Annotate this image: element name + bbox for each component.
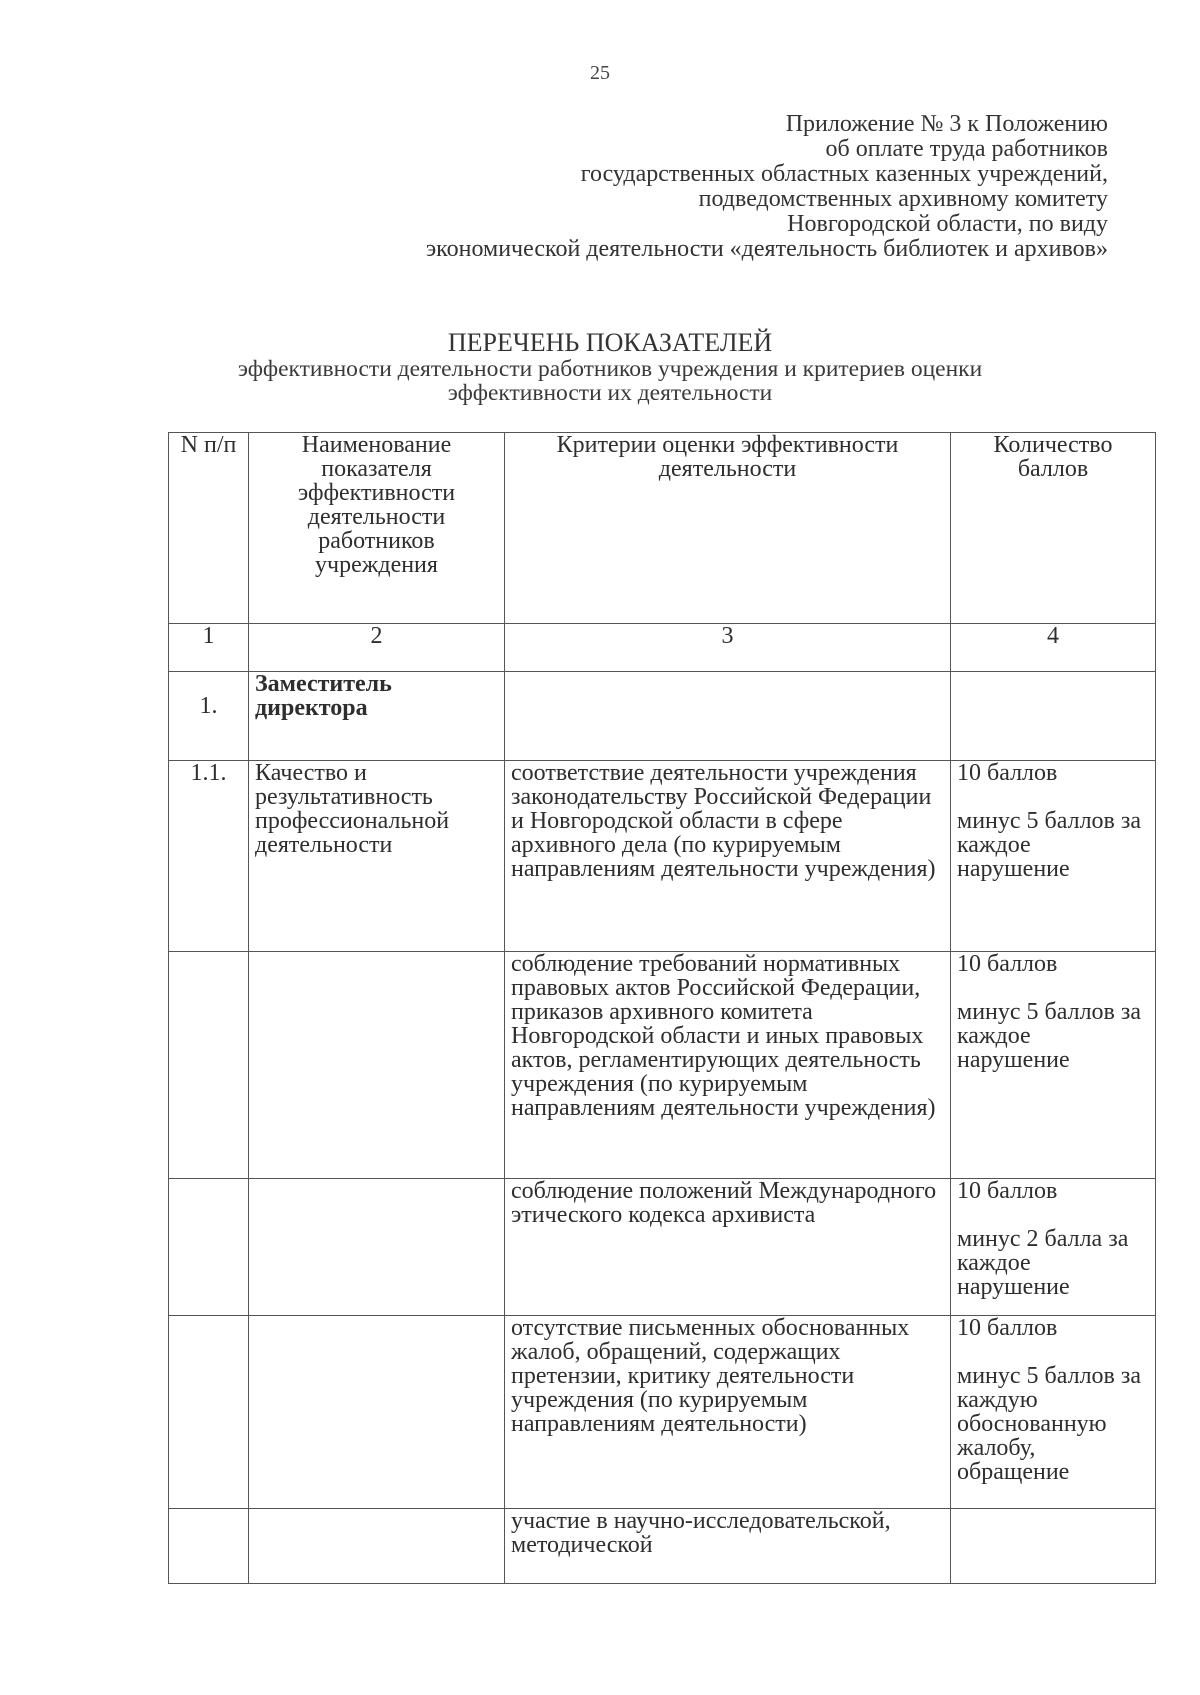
points-main: 10 баллов bbox=[957, 1178, 1058, 1204]
appendix-block bbox=[426, 112, 1108, 262]
page-number: 25 bbox=[590, 62, 610, 84]
column-number: 3 bbox=[505, 624, 951, 672]
row-points bbox=[951, 952, 1156, 1179]
table-row bbox=[169, 952, 1156, 1179]
row-points bbox=[951, 1179, 1156, 1316]
subtitle-line: эффективности деятельности работников учреждения и критериев оценки bbox=[237, 356, 983, 382]
row-criteria: участие в научно-исследовательской, методической bbox=[505, 1509, 951, 1584]
points-penalty: минус 2 балла за каждое нарушение bbox=[957, 1226, 1129, 1300]
empty-cell bbox=[505, 672, 951, 761]
document-subtitle bbox=[0, 357, 1200, 405]
row-num: 1.1. bbox=[169, 761, 249, 952]
row-points bbox=[951, 761, 1156, 952]
column-number: 1 bbox=[169, 624, 249, 672]
column-number: 4 bbox=[951, 624, 1156, 672]
row-criteria: соблюдение положений Международного этического кодекса архивиста bbox=[505, 1179, 951, 1316]
indicators-table bbox=[168, 432, 1156, 1584]
section-row bbox=[169, 672, 1156, 761]
empty-cell bbox=[951, 672, 1156, 761]
table-row bbox=[169, 1509, 1156, 1584]
row-num bbox=[169, 1509, 249, 1584]
points-penalty: минус 5 баллов за каждое нарушение bbox=[957, 999, 1142, 1073]
header-criteria: Критерии оценки эффективности деятельности bbox=[505, 433, 951, 624]
row-name bbox=[249, 1509, 505, 1584]
table-header-row bbox=[169, 433, 1156, 624]
appendix-line: об оплате труда работников bbox=[825, 136, 1108, 162]
header-num: N п/п bbox=[169, 433, 249, 624]
row-criteria: отсутствие письменных обоснованных жалоб, обращений, содержащих претензии, критику деятельности учреждения (по курируемым направлениям деятельности) bbox=[505, 1316, 951, 1509]
document-title: ПЕРЕЧЕНЬ ПОКАЗАТЕЛЕЙ bbox=[447, 328, 773, 357]
header-points: Количество баллов bbox=[951, 433, 1156, 624]
appendix-line: Приложение № 3 к Положению bbox=[785, 111, 1108, 137]
row-name bbox=[249, 1316, 505, 1509]
appendix-line: экономической деятельности «деятельность библиотек и архивов» bbox=[425, 236, 1108, 262]
row-points bbox=[951, 1509, 1156, 1584]
points-main: 10 баллов bbox=[957, 951, 1058, 977]
row-name: Качество и результативность профессиональной деятельности bbox=[249, 761, 505, 952]
row-criteria: соответствие деятельности учреждения законодательству Российской Федерации и Новгородской области в сфере архивного дела (по курируемым направлениям деятельности учреждения) bbox=[505, 761, 951, 952]
points-main: 10 баллов bbox=[957, 760, 1058, 786]
points-penalty: минус 5 баллов за каждое нарушение bbox=[957, 808, 1142, 882]
row-num bbox=[169, 1179, 249, 1316]
appendix-line: подведомственных архивному комитету bbox=[698, 186, 1108, 212]
row-name bbox=[249, 1179, 505, 1316]
subtitle-line: эффективности их деятельности bbox=[447, 380, 773, 406]
section-name: Заместитель директора bbox=[249, 672, 505, 761]
column-number: 2 bbox=[249, 624, 505, 672]
table-row bbox=[169, 1316, 1156, 1509]
appendix-line: Новгородской области, по виду bbox=[787, 211, 1108, 237]
table-row bbox=[169, 1179, 1156, 1316]
row-num bbox=[169, 952, 249, 1179]
row-points bbox=[951, 1316, 1156, 1509]
appendix-line: государственных областных казенных учреждений, bbox=[580, 161, 1108, 187]
header-name: Наименование показателя эффективности деятельности работников учреждения bbox=[249, 433, 505, 624]
row-criteria: соблюдение требований нормативных правовых актов Российской Федерации, приказов архивного комитета Новгородской области и иных правовых актов, регламентирующих деятельность учреждения (по курируемым направлениям деятельности учреждения) bbox=[505, 952, 951, 1179]
row-name bbox=[249, 952, 505, 1179]
row-num bbox=[169, 1316, 249, 1509]
points-penalty: минус 5 баллов за каждую обоснованную жалобу, обращение bbox=[957, 1363, 1142, 1485]
column-number-row bbox=[169, 624, 1156, 672]
points-main: 10 баллов bbox=[957, 1315, 1058, 1341]
section-num: 1. bbox=[169, 672, 249, 761]
table-row bbox=[169, 761, 1156, 952]
